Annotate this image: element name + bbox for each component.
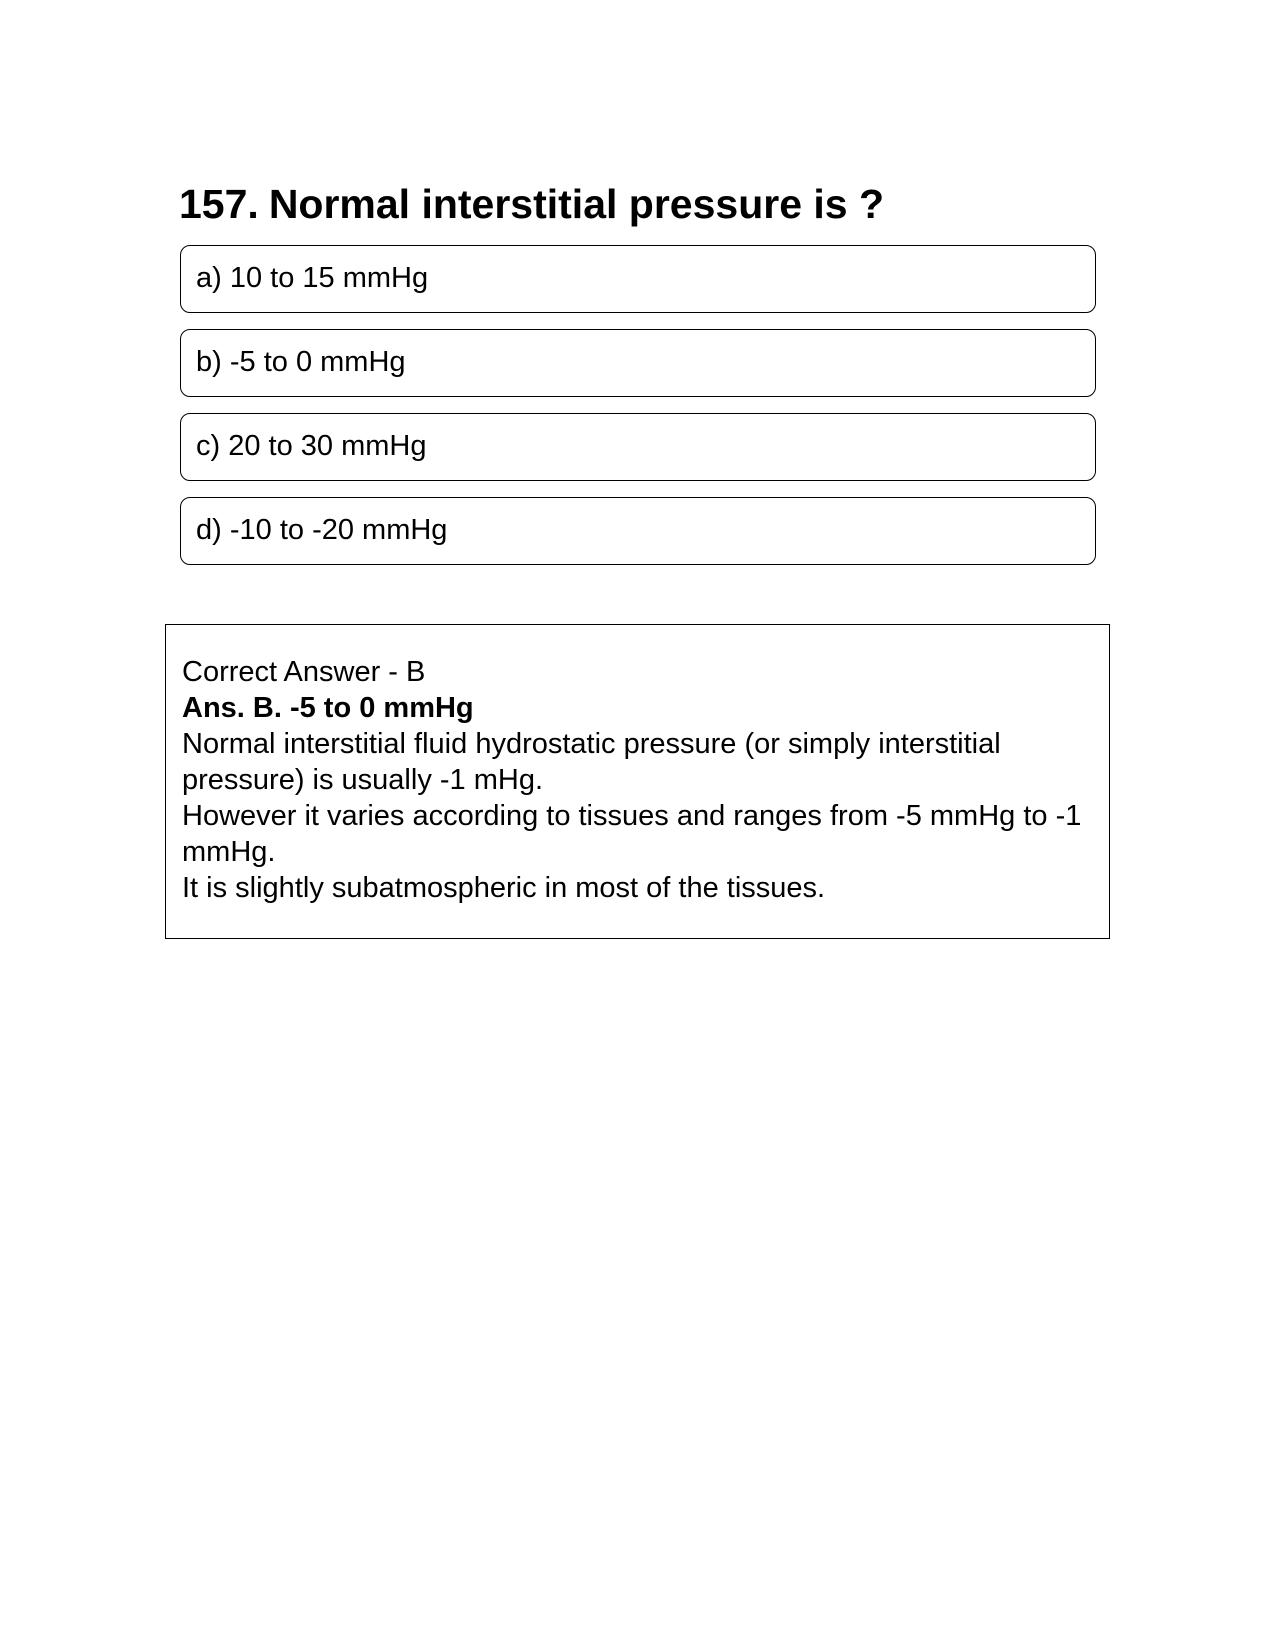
option-c[interactable] (180, 413, 1096, 481)
explanation-paragraph: It is slightly subatmospheric in most of the tissues. (182, 872, 826, 904)
option-text: -5 to 0 mmHg (229, 346, 406, 378)
question-text: Normal interstitial pressure is ? (268, 181, 885, 227)
option-letter: a) (196, 262, 222, 294)
option-d[interactable] (180, 497, 1096, 565)
answer-explanation-box (165, 624, 1110, 939)
question-number: 157. (179, 181, 259, 227)
answer-heading: Ans. B. -5 to 0 mmHg (182, 692, 474, 724)
option-text: 20 to 30 mmHg (228, 430, 427, 462)
option-letter: d) (196, 514, 222, 546)
correct-answer-line: Correct Answer - B (182, 656, 426, 688)
option-b[interactable] (180, 329, 1096, 397)
option-text: 10 to 15 mmHg (229, 262, 429, 294)
option-letter: b) (196, 346, 222, 378)
explanation-paragraph: Normal interstitial fluid hydrostatic pressure (or simply interstitial pressure) is usually -1 mHg. (182, 728, 1001, 796)
option-text: -10 to -20 mmHg (229, 514, 448, 546)
option-letter: c) (196, 430, 221, 462)
option-a[interactable] (180, 245, 1096, 313)
explanation-paragraph: However it varies according to tissues and ranges from -5 mmHg to -1 mmHg. (182, 800, 1082, 868)
question-title (179, 176, 884, 232)
